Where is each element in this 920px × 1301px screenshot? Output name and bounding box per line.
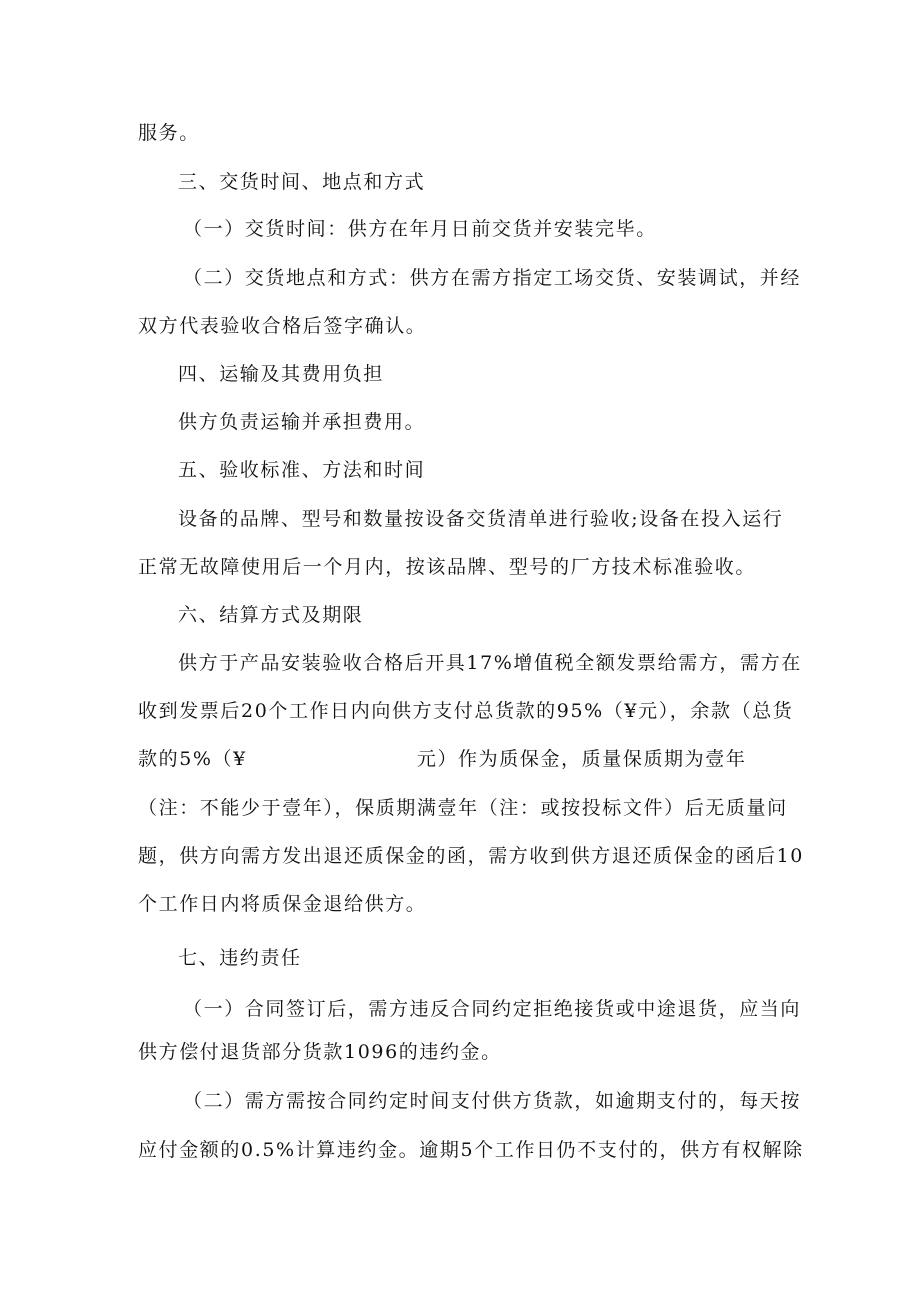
text-line: 服务。 xyxy=(138,122,200,144)
text-line: 正常无故障使用后一个月内，按该品牌、型号的厂方技术标准验收。 xyxy=(138,556,757,578)
text-line: 双方代表验收合格后签字确认。 xyxy=(138,315,427,337)
text-line: 题，供方向需方发出退还质保金的函，需方收到供方退还质保金的函后10 xyxy=(138,845,804,867)
section-heading: 四、运输及其费用负担 xyxy=(178,363,385,385)
text-line: （二）交货地点和方式：供方在需方指定工场交货、安装调试，并经 xyxy=(183,267,802,289)
section-heading: 三、交货时间、地点和方式 xyxy=(178,171,426,193)
section-heading: 七、违约责任 xyxy=(178,947,302,969)
text-segment: 款的5%（¥ xyxy=(138,748,247,770)
text-line: （一）合同签订后，需方违反合同约定拒绝接货或中途退货，应当向 xyxy=(183,998,802,1020)
text-line: 收到发票后20个工作日内向供方支付总货款的95%（¥元），余款（总货 xyxy=(138,700,794,722)
text-line: 应付金额的0.5%计算违约金。逾期5个工作日仍不支付的，供方有权解除 xyxy=(138,1139,804,1161)
text-line: 供方偿付退货部分货款1096的违约金。 xyxy=(138,1041,502,1063)
text-line: 个工作日内将质保金退给供方。 xyxy=(138,893,427,915)
text-line xyxy=(138,747,746,771)
section-heading: 五、验收标准、方法和时间 xyxy=(178,459,426,481)
text-line: 供方负责运输并承担费用。 xyxy=(178,411,426,433)
section-heading: 六、结算方式及期限 xyxy=(178,604,364,626)
text-line: 供方于产品安装验收合格后开具17%增值税全额发票给需方，需方在 xyxy=(178,652,802,674)
text-line: （二）需方需按合同约定时间支付供方货款，如逾期支付的，每天按 xyxy=(183,1090,802,1112)
text-line: （一）交货时间：供方在年月日前交货并安装完毕。 xyxy=(183,218,657,240)
text-line: （注：不能少于壹年），保质期满壹年（注：或按投标文件）后无质量问 xyxy=(138,797,788,819)
text-segment: 元）作为质保金，质量保质期为壹年 xyxy=(416,748,747,770)
text-line: 设备的品牌、型号和数量按设备交货清单进行验收;设备在投入运行 xyxy=(178,508,784,530)
